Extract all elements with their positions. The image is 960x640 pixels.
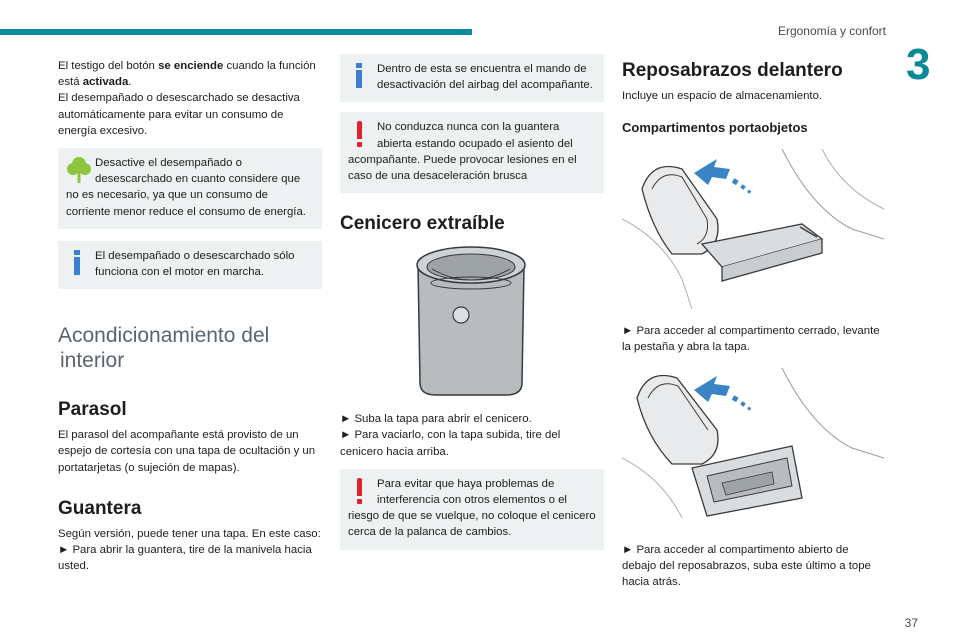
text-span: cuando la función está	[58, 60, 316, 89]
column-2	[340, 54, 604, 550]
reposabrazos-title: Reposabrazos delantero	[622, 60, 843, 81]
cenicero-step-1: ► Suba la tapa para abrir el cenicero.	[340, 413, 532, 426]
guantera-step: ► Para abrir la guantera, tire de la manivela hacia usted.	[58, 544, 312, 573]
page-number: 37	[904, 616, 918, 630]
info-icon	[66, 248, 90, 280]
heading-line-1: Acondicionamiento del	[58, 324, 270, 348]
parasol-text: El parasol del acompañante está provisto de un espejo de cortesía con una tapa de ocultación y un portatarjetas (o sujeción de mapas).	[58, 429, 316, 474]
text-span: El testigo del botón	[58, 60, 159, 72]
warning-icon	[348, 476, 372, 508]
armrest-closed-illustration	[622, 149, 884, 309]
guantera-text: Según versión, puede tener una tapa. En este caso:	[58, 527, 321, 540]
tree-icon	[66, 155, 90, 187]
info-note-text: El desempañado o desescarchado sólo funciona con el motor en marcha.	[95, 249, 295, 279]
intro-paragraph-1	[58, 58, 322, 90]
guantera-title: Guantera	[58, 497, 142, 519]
bold-span: activada	[82, 76, 129, 89]
warning-box-guantera	[340, 112, 604, 193]
parasol-title: Parasol	[58, 399, 127, 421]
cenicero-step-2: ► Para vaciarlo, con la tapa subida, tire del cenicero hacia arriba.	[340, 429, 561, 458]
intro-paragraph-2: El desempañado o desescarchado se desactiva automáticamente para evitar un consumo de energía excesivo.	[58, 92, 300, 137]
info-note-text: Dentro de esta se encuentra el mando de desactivación del airbag del acompañante.	[377, 63, 593, 92]
ashtray-illustration	[340, 243, 604, 401]
section-title: Ergonomía y confort	[777, 24, 886, 38]
column-3	[622, 60, 884, 590]
warning-box-cenicero	[340, 469, 604, 550]
info-note-box-airbag	[340, 54, 604, 102]
heading-acondicionamiento	[58, 323, 322, 373]
heading-line-2: interior	[60, 349, 125, 373]
bold-span: se enciende	[158, 60, 224, 72]
info-icon	[348, 61, 372, 93]
info-note-box	[58, 241, 322, 289]
eco-note-box	[58, 148, 322, 229]
armrest-open-illustration	[622, 368, 884, 528]
column-1	[58, 58, 322, 574]
compartimento-step-2: ► Para acceder al compartimento abierto de debajo del reposabrazos, suba este último a tope hacia atrás.	[622, 543, 871, 589]
compartimentos-title: Compartimentos portaobjetos	[622, 120, 808, 136]
compartimento-step-1: ► Para acceder al compartimento cerrado, levante la pestaña y abra la tapa.	[622, 325, 880, 354]
progress-bar	[0, 29, 472, 35]
warning-text: No conduzca nunca con la guantera abierta estando ocupado el asiento del acompañante. Puede provocar lesiones en el caso de una desaceleración brusca	[348, 121, 577, 183]
text-span: .	[128, 76, 132, 89]
eco-note-text: Desactive el desempañado o desescarchado en cuanto considere que no es necesario, ya que un consumo de corriente menor reduce el consumo de energía.	[66, 157, 306, 218]
reposabrazos-subtitle: Incluye un espacio de almacenamiento.	[622, 90, 823, 102]
cenicero-title: Cenicero extraíble	[340, 213, 505, 235]
chapter-number: 3	[906, 40, 931, 89]
warning-icon	[348, 119, 372, 151]
warning-text: Para evitar que haya problemas de interferencia con otros elementos o el riesgo de que se vuelque, no coloque el cenicero cerca de la palanca de cambios.	[348, 477, 596, 539]
